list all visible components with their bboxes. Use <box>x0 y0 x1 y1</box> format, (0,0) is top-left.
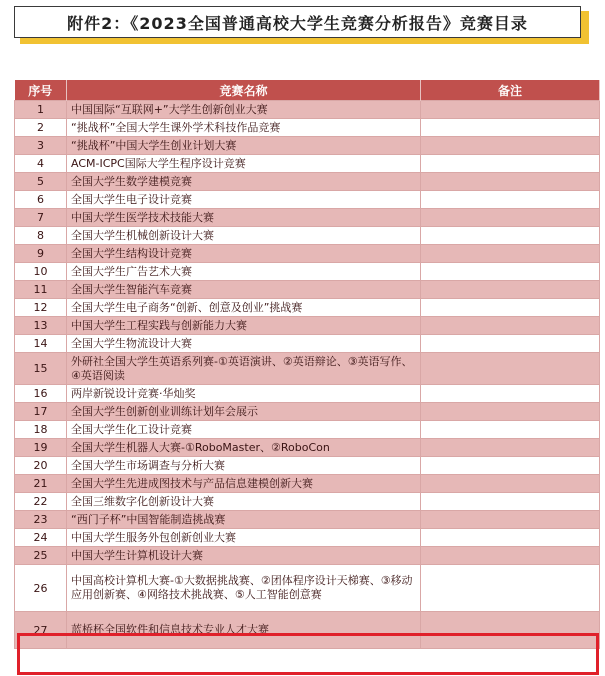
row-number: 25 <box>15 547 67 565</box>
row-name: 全国大学生数学建模竞赛 <box>67 173 421 191</box>
row-note <box>421 281 600 299</box>
table-row <box>15 335 600 353</box>
row-name: 中国大学生工程实践与创新能力大赛 <box>67 317 421 335</box>
row-note <box>421 299 600 317</box>
table-row <box>15 227 600 245</box>
row-note <box>421 191 600 209</box>
row-number: 19 <box>15 439 67 457</box>
table-row <box>15 245 600 263</box>
table-row <box>15 457 600 475</box>
title-banner <box>14 6 589 44</box>
row-note <box>421 529 600 547</box>
row-note <box>421 403 600 421</box>
row-name: 外研社全国大学生英语系列赛-①英语演讲、②英语辩论、③英语写作、④英语阅读 <box>67 353 421 385</box>
row-name: 全国大学生电子设计竞赛 <box>67 191 421 209</box>
table-row <box>15 119 600 137</box>
table-row <box>15 209 600 227</box>
row-name: 全国三维数字化创新设计大赛 <box>67 493 421 511</box>
row-number: 3 <box>15 137 67 155</box>
row-note <box>421 173 600 191</box>
row-number: 14 <box>15 335 67 353</box>
row-number: 15 <box>15 353 67 385</box>
row-note <box>421 119 600 137</box>
row-number: 6 <box>15 191 67 209</box>
table-row <box>15 511 600 529</box>
row-number: 18 <box>15 421 67 439</box>
row-note <box>421 612 600 649</box>
row-name: 全国大学生市场调查与分析大赛 <box>67 457 421 475</box>
row-note <box>421 155 600 173</box>
row-name: 全国大学生电子商务“创新、创意及创业”挑战赛 <box>67 299 421 317</box>
row-number: 27 <box>15 612 67 649</box>
table-row <box>15 191 600 209</box>
row-number: 23 <box>15 511 67 529</box>
row-number: 5 <box>15 173 67 191</box>
table-header-row <box>15 80 600 101</box>
table-row <box>15 385 600 403</box>
row-number: 12 <box>15 299 67 317</box>
row-number: 17 <box>15 403 67 421</box>
row-number: 8 <box>15 227 67 245</box>
row-name: 中国大学生服务外包创新创业大赛 <box>67 529 421 547</box>
row-name: 中国大学生医学技术技能大赛 <box>67 209 421 227</box>
table-row <box>15 353 600 385</box>
row-note <box>421 565 600 612</box>
table-row <box>15 317 600 335</box>
row-number: 2 <box>15 119 67 137</box>
row-number: 10 <box>15 263 67 281</box>
row-number: 1 <box>15 101 67 119</box>
row-note <box>421 457 600 475</box>
row-name: 全国大学生先进成图技术与产品信息建模创新大赛 <box>67 475 421 493</box>
table-row <box>15 299 600 317</box>
row-name: 全国大学生机械创新设计大赛 <box>67 227 421 245</box>
row-note <box>421 317 600 335</box>
row-name: 中国国际“互联网+”大学生创新创业大赛 <box>67 101 421 119</box>
table-row <box>15 439 600 457</box>
table-row <box>15 565 600 612</box>
row-number: 11 <box>15 281 67 299</box>
row-name: 全国大学生智能汽车竞赛 <box>67 281 421 299</box>
table-row <box>15 612 600 649</box>
row-number: 7 <box>15 209 67 227</box>
row-note <box>421 209 600 227</box>
row-name: 全国大学生结构设计竞赛 <box>67 245 421 263</box>
row-note <box>421 245 600 263</box>
competition-table <box>14 80 600 649</box>
table-row <box>15 529 600 547</box>
header-note: 备注 <box>421 80 600 101</box>
row-name: 两岸新锐设计竞赛·华灿奖 <box>67 385 421 403</box>
table-row <box>15 263 600 281</box>
table-row <box>15 101 600 119</box>
table-row <box>15 475 600 493</box>
row-note <box>421 227 600 245</box>
row-note <box>421 511 600 529</box>
row-note <box>421 439 600 457</box>
table-row <box>15 155 600 173</box>
row-note <box>421 353 600 385</box>
row-name: “挑战杯”中国大学生创业计划大赛 <box>67 137 421 155</box>
row-note <box>421 137 600 155</box>
table-row <box>15 403 600 421</box>
table-row <box>15 493 600 511</box>
row-number: 16 <box>15 385 67 403</box>
table-row <box>15 421 600 439</box>
table-row <box>15 281 600 299</box>
row-name: ACM-ICPC国际大学生程序设计竞赛 <box>67 155 421 173</box>
row-note <box>421 385 600 403</box>
row-name: 全国大学生物流设计大赛 <box>67 335 421 353</box>
row-note <box>421 547 600 565</box>
row-number: 20 <box>15 457 67 475</box>
header-competition-name: 竞赛名称 <box>67 80 421 101</box>
row-name: 中国高校计算机大赛-①大数据挑战赛、②团体程序设计天梯赛、③移动应用创新赛、④网络技术挑战赛、⑤人工智能创意赛 <box>67 565 421 612</box>
row-note <box>421 263 600 281</box>
row-number: 4 <box>15 155 67 173</box>
row-note <box>421 101 600 119</box>
row-name: 蓝桥杯全国软件和信息技术专业人才大赛 <box>67 612 421 649</box>
row-name: 全国大学生创新创业训练计划年会展示 <box>67 403 421 421</box>
row-name: “挑战杯”全国大学生课外学术科技作品竞赛 <box>67 119 421 137</box>
row-name: 全国大学生广告艺术大赛 <box>67 263 421 281</box>
row-note <box>421 493 600 511</box>
row-number: 9 <box>15 245 67 263</box>
table-row <box>15 547 600 565</box>
row-note <box>421 475 600 493</box>
row-note <box>421 421 600 439</box>
row-name: 中国大学生计算机设计大赛 <box>67 547 421 565</box>
row-number: 26 <box>15 565 67 612</box>
row-number: 22 <box>15 493 67 511</box>
header-number: 序号 <box>15 80 67 101</box>
row-note <box>421 335 600 353</box>
row-name: 全国大学生化工设计竞赛 <box>67 421 421 439</box>
page-title: 附件2：《2023全国普通高校大学生竞赛分析报告》竞赛目录 <box>14 6 581 38</box>
row-number: 24 <box>15 529 67 547</box>
row-name: “西门子杯”中国智能制造挑战赛 <box>67 511 421 529</box>
table-row <box>15 173 600 191</box>
row-number: 13 <box>15 317 67 335</box>
row-name: 全国大学生机器人大赛-①RoboMaster、②RoboCon <box>67 439 421 457</box>
table-row <box>15 137 600 155</box>
row-number: 21 <box>15 475 67 493</box>
